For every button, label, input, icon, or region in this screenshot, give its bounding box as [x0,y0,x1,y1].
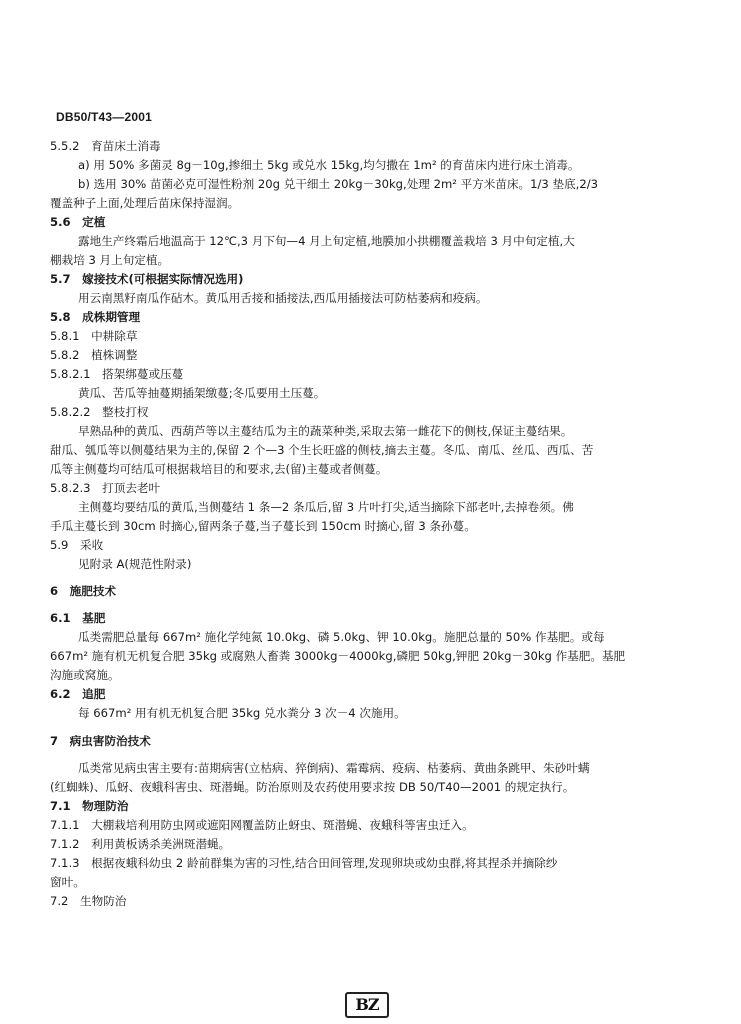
text-line: 5.5.2 育苗床土消毒 [50,139,161,153]
text-line: 7.1 物理防治 [50,799,129,813]
text-line: 7.1.1 大棚栽培利用防虫网或遮阳网覆盖防止蚜虫、斑潜蝇、夜蛾科等害虫迁入。 [50,818,474,832]
text-line: 5.8.2.3 打顶去老叶 [50,481,161,495]
text-line: 甜瓜、瓠瓜等以侧蔓结果为主的,保留 2 个—3 个生长旺盛的侧枝,摘去主蔓。冬瓜、南瓜、丝瓜、西瓜、苦 [50,443,594,457]
text-line: 黄瓜、苦瓜等抽蔓期插架缴蔓;冬瓜要用土压蔓。 [78,386,326,400]
footer-logo-stamp: BZ [345,992,389,1018]
document-code-header: DB50/T43—2001 [56,110,152,124]
text-line: 见附录 A(规范性附录) [78,557,192,571]
text-line: 667m² 施有机无机复合肥 35kg 或腐熟人畜粪 3000kg－4000kg,磷肥 50kg,钾肥 20kg－30kg 作基肥。基肥 [50,649,626,663]
text-line: (红蜘蛛)、瓜蚜、夜蛾科害虫、斑潜蝇。防治原则及农药使用要求按 DB 50/T40—2001 的规定执行。 [50,780,575,794]
text-line: b) 选用 30% 苗菌必克可湿性粉剂 20g 兑干细土 20kg－30kg,处理 2m² 平方米苗床。1/3 垫底,2/3 [78,177,599,191]
text-line: 6.1 基肥 [50,611,106,625]
text-line: 5.6 定植 [50,215,106,229]
text-line: 5.7 嫁接技术(可根据实际情况选用) [50,272,244,286]
text-line: 每 667m² 用有机无机复合肥 35kg 兑水粪分 3 次－4 次施用。 [78,706,406,720]
text-line: 5.8.2.2 整枝打杈 [50,405,149,419]
text-line: 瓜类常见病虫害主要有:苗期病害(立枯病、猝倒病)、霜霉病、疫病、枯萎病、黄曲条跳甲、朱砂叶螨 [78,761,590,775]
text-line: 7.1.3 根据夜蛾科幼虫 2 龄前群集为害的习性,结合田间管理,发现卵块或幼虫群,将其捏杀并摘除纱 [50,856,558,870]
text-line: 5.8.1 中耕除草 [50,329,138,343]
text-line: 用云南黑籽南瓜作砧木。黄瓜用舌接和插接法,西瓜用插接法可防枯萎病和疫病。 [78,291,488,305]
text-line: 5.8 成株期管理 [50,310,141,324]
text-line: 7.1.2 利用黄板诱杀美洲斑潜蝇。 [50,837,231,851]
text-line: 沟施或窝施。 [50,668,120,682]
text-line: 5.8.2 植株调整 [50,348,138,362]
text-line: 瓜等主侧蔓均可结瓜可根据栽培目的和要求,去(留)主蔓或者侧蔓。 [50,462,388,476]
text-line: 5.9 采收 [50,538,104,552]
text-line: 6 施肥技术 [50,584,117,598]
text-line: 手瓜主蔓长到 30cm 时摘心,留两条子蔓,当子蔓长到 150cm 时摘心,留 3 条孙蔓。 [50,519,476,533]
text-line: a) 用 50% 多菌灵 8g－10g,掺细土 5kg 或兑水 15kg,均匀撒在 1m² 的育苗床内进行床土消毒。 [78,158,580,172]
text-line: 5.8.2.1 搭架绑蔓或压蔓 [50,367,184,381]
text-line: 早熟品种的黄瓜、西葫芦等以主蔓结瓜为主的蔬菜种类,采取去第一雌花下的侧枝,保证主蔓结果。 [78,424,573,438]
text-line: 瓜类需肥总量每 667m² 施化学纯氮 10.0kg、磷 5.0kg、钾 10.0kg。施肥总量的 50% 作基肥。或每 [78,630,605,644]
text-line: 露地生产终霜后地温高于 12℃,3 月下旬—4 月上旬定植,地膜加小拱棚覆盖栽培 3 月中旬定植,大 [78,234,575,248]
text-line: 7.2 生物防治 [50,894,127,908]
text-line: 主侧蔓均要结瓜的黄瓜,当侧蔓结 1 条—2 条瓜后,留 3 片叶打尖,适当摘除下部老叶,去掉卷须。佛 [78,500,574,514]
text-line: 6.2 追肥 [50,687,106,701]
text-line: 棚栽培 3 月上旬定植。 [50,253,170,267]
text-line: 覆盖种子上面,处理后苗床保持湿润。 [50,196,240,210]
text-line: 窗叶。 [50,875,85,889]
text-line: 7 病虫害防治技术 [50,734,151,748]
